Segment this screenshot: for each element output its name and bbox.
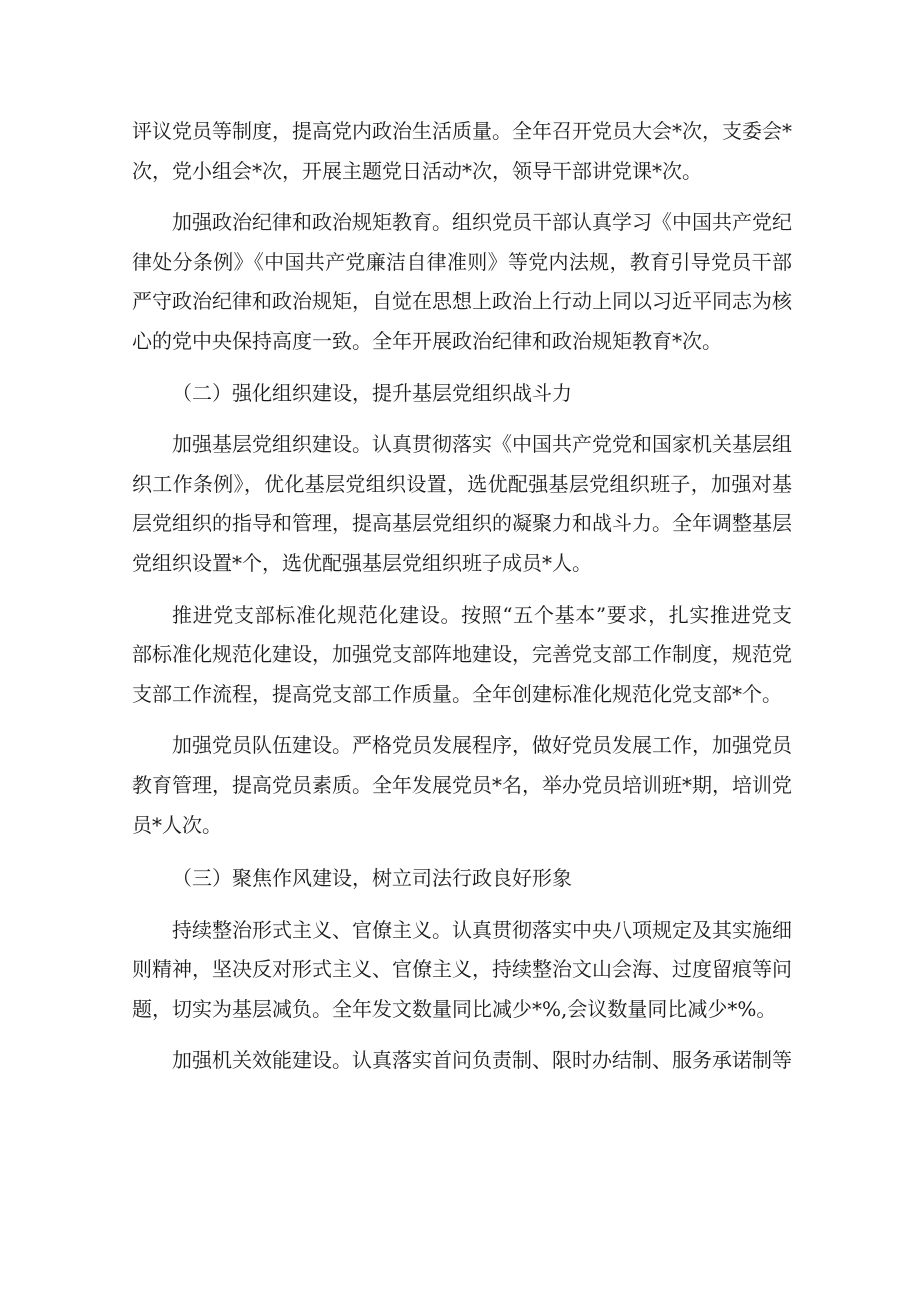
paragraph-member-team: 加强党员队伍建设。严格党员发展程序，做好党员发展工作，加强党员教育管理，提高党员素质。全年发展党员*名，举办党员培训班*期，培训党员*人次。 <box>132 733 792 837</box>
paragraph-efficiency: 加强机关效能建设。认真落实首问负责制、限时办结制、服务承诺制等 <box>172 1048 792 1073</box>
paragraph-formalism: 持续整治形式主义、官僚主义。认真贯彻落实中央八项规定及其实施细则精神，坚决反对形式主义、官僚主义，持续整治文山会海、过度留痕等问题，切实为基层减负。全年发文数量同比减少*%,会议数量同比减少*%。 <box>132 917 792 1021</box>
paragraph-branch-standardization: 推进党支部标准化规范化建设。按照“五个基本”要求，扎实推进党支部标准化规范化建设，加强党支部阵地建设，完善党支部工作制度，规范党支部工作流程，提高党支部工作质量。全年创建标准化规范化党支部*个。 <box>132 602 792 706</box>
paragraph-grassroots-organization: 加强基层党组织建设。认真贯彻落实《中国共产党党和国家机关基层组织工作条例》，优化基层党组织设置，选优配强基层党组织班子，加强对基层党组织的指导和管理，提高基层党组织的凝聚力和战斗力。全年调整基层党组织设置*个，选优配强基层党组织班子成员*人。 <box>132 432 792 575</box>
section-heading-work-style: （三）聚焦作风建设，树立司法行政良好形象 <box>172 866 572 891</box>
paragraph-continuation: 评议党员等制度，提高党内政治生活质量。全年召开党员大会*次，支委会*次，党小组会*次，开展主题党日活动*次，领导干部讲党课*次。 <box>132 119 792 183</box>
paragraph-political-discipline: 加强政治纪律和政治规矩教育。组织党员干部认真学习《中国共产党纪律处分条例》《中国共产党廉洁自律准则》等党内法规，教育引导党员干部严守政治纪律和政治规矩，自觉在思想上政治上行动上同以习近平同志为核心的党中央保持高度一致。全年开展政治纪律和政治规矩教育*次。 <box>132 210 792 353</box>
document-body <box>132 112 792 1093</box>
section-heading-organization: （二）强化组织建设，提升基层党组织战斗力 <box>172 380 572 405</box>
